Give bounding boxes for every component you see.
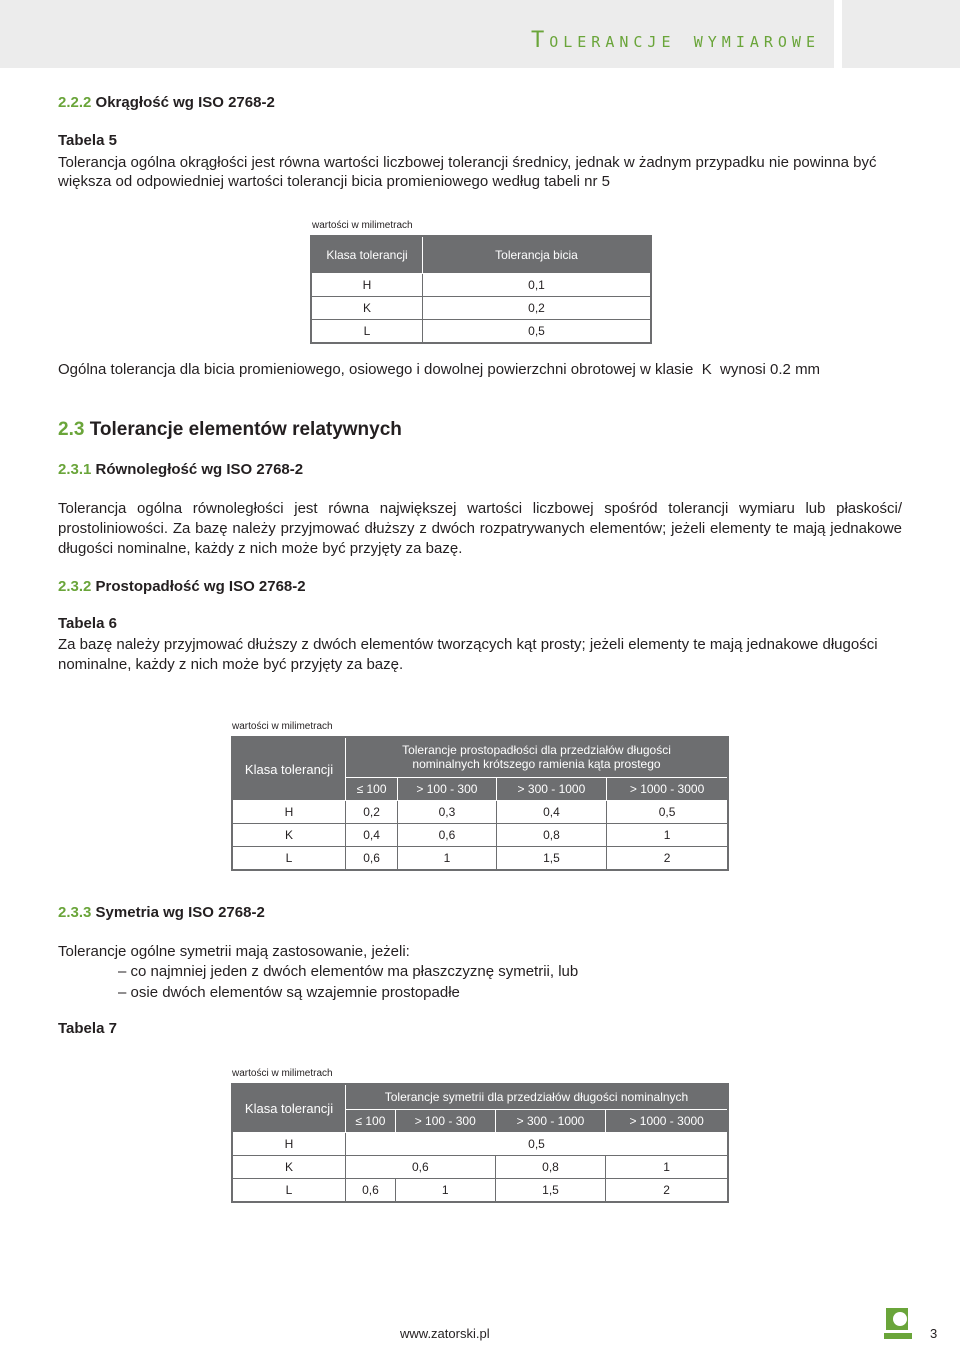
table-6-range-4: > 1000 - 3000 [607, 777, 728, 800]
section-2-3-1-text: Tolerancja ogólna równoległości jest równa największej wartości liczbowej spośród tolerancji wymiaru lub płaskości/ prostoliniowości. Za bazę należy przyjmować dłuższy z dwóch rozpatrywanych elementów; jeżeli elementy te mają jednakowe długości nominalne, każdy z nich może być przyjęty za bazę. [58, 500, 902, 557]
table-6-range-1: ≤ 100 [346, 777, 398, 800]
section-2-3-2-text: Za bazę należy przyjmować dłuższy z dwóch elementów tworzących kąt prosty; jeżeli elementy te mają jednakowe długości nominalne, każdy z nich może być przyjęty za bazę. [58, 636, 878, 673]
page-number: 3 [930, 1326, 938, 1341]
table-row: H 0,2 0,3 0,4 0,5 [232, 801, 728, 824]
table-7-range-3: > 300 - 1000 [495, 1110, 606, 1133]
table-5 [310, 235, 652, 344]
table-6 [231, 736, 729, 871]
list-item: – co najmniej jeden z dwóch elementów ma płaszczyznę symetrii, lub [118, 961, 578, 982]
table-6-caption: wartości w milimetrach [232, 721, 333, 732]
table-5-col-class: Klasa tolerancji [311, 236, 423, 274]
table-row: K 0,4 0,6 0,8 1 [232, 824, 728, 847]
table-row: K 0,6 0,8 1 [232, 1156, 728, 1179]
table-row: L 0,6 1 1,5 2 [232, 847, 728, 871]
symmetry-conditions-list [118, 961, 578, 1003]
table-6-header: Tolerancje prostopadłości dla przedziałów długości nominalnych krótszego ramienia kąta prostego [346, 737, 729, 777]
section-2-2-2-text: Tolerancja ogólna okrągłości jest równa wartości liczbowej tolerancji średnicy, jednak w żadnym przypadku nie powinna być większa od odpowiedniej wartości tolerancji bicia promieniowego według tabeli nr 5 [58, 154, 877, 190]
table-6-range-2: > 100 - 300 [398, 777, 497, 800]
table-row: H 0,5 [232, 1133, 728, 1156]
section-2-3-heading: 2.3 Tolerancje elementów relatywnych [58, 419, 402, 440]
page-header-title: Tolerancje wymiarowe [530, 28, 820, 53]
table-6-range-3: > 300 - 1000 [496, 777, 606, 800]
section-2-3-3-intro: Tolerancje ogólne symetrii mają zastosowanie, jeżeli: [58, 943, 410, 960]
section-2-3-1-heading: 2.3.1 Równoległość wg ISO 2768-2 [58, 461, 304, 478]
list-item: – osie dwóch elementów są wzajemnie prostopadłe [118, 982, 578, 1003]
table-7 [231, 1083, 729, 1203]
section-2-3-3-heading: 2.3.3 Symetria wg ISO 2768-2 [58, 904, 265, 921]
table-7-col-class: Klasa tolerancji [232, 1084, 346, 1133]
table-7-header: Tolerancje symetrii dla przedziałów długości nominalnych [346, 1084, 729, 1110]
table-5-label: Tabela 5 [58, 132, 117, 149]
header-side-block [842, 0, 960, 68]
table-7-range-1: ≤ 100 [346, 1110, 396, 1133]
table-7-range-2: > 100 - 300 [395, 1110, 495, 1133]
zatorski-logo-icon [884, 1306, 912, 1340]
table-5-caption: wartości w milimetrach [312, 220, 413, 231]
table-row: H 0,1 [311, 274, 651, 297]
table-6-col-class: Klasa tolerancji [232, 737, 346, 801]
table-5-note: Ogólna tolerancja dla bicia promieniowego, osiowego i dowolnej powierzchni obrotowej w klasie K wynosi 0.2 mm [58, 361, 821, 378]
table-6-label: Tabela 6 [58, 615, 117, 632]
table-row: L 0,5 [311, 320, 651, 344]
footer-url[interactable]: www.zatorski.pl [400, 1326, 490, 1341]
table-7-caption: wartości w milimetrach [232, 1068, 333, 1079]
table-5-col-runout: Tolerancja bicia [423, 236, 652, 274]
table-row: L 0,6 1 1,5 2 [232, 1179, 728, 1203]
table-7-range-4: > 1000 - 3000 [606, 1110, 728, 1133]
table-row: K 0,2 [311, 297, 651, 320]
table-7-label: Tabela 7 [58, 1020, 117, 1037]
section-2-2-2-heading: 2.2.2 Okrągłość wg ISO 2768-2 [58, 94, 275, 111]
section-2-3-2-heading: 2.3.2 Prostopadłość wg ISO 2768-2 [58, 578, 306, 595]
